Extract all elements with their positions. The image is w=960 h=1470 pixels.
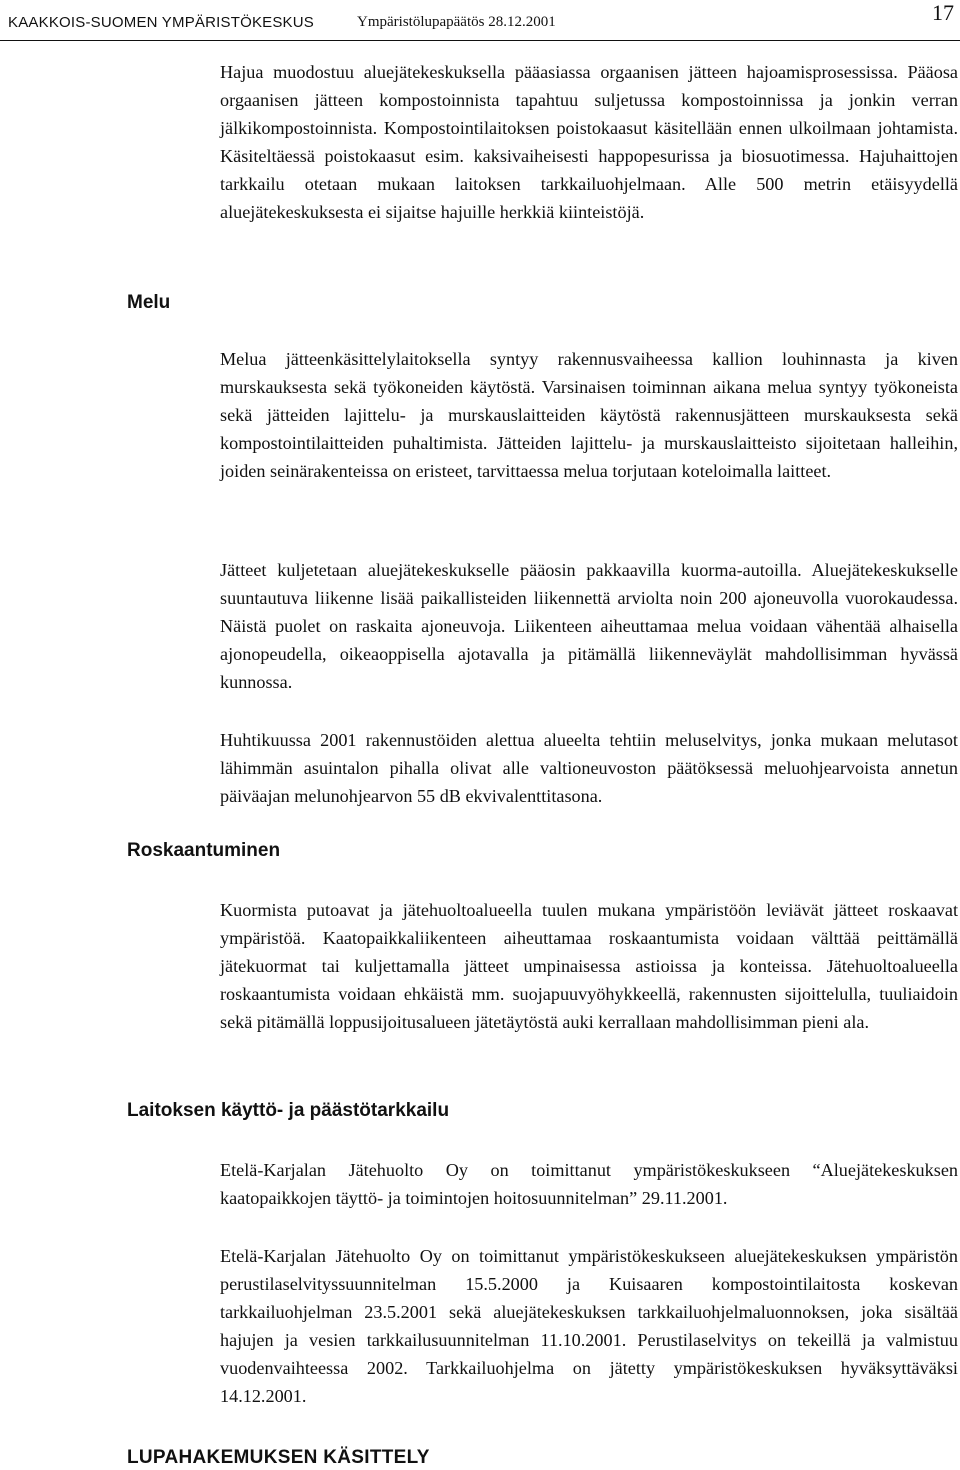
paragraph-noise-2: Jätteet kuljetetaan aluejätekeskukselle pääosin pakkaavilla kuorma-autoilla. Aluejätekeskukselle suuntautuva liikenne lisää paikallisteiden liikennettä arviolta noin 200 ajoneuvolla vuorokaudessa. Näistä puolet on raskaita ajoneuvoja. Liikenteen aiheuttamaa melua voidaan vähentää alhaisella ajonopeudella, oikeaoppisella ajotavalla ja pitämällä liikenneväylät mahdollisimman hyvässä kunnossa. xyxy=(220,560,958,692)
paragraph-litter: Kuormista putoavat ja jätehuoltoalueella tuulen mukana ympäristöön leviävät jätteet roskaavat ympäristöä. Kaatopaikkaliikenteen aiheuttamaa roskaantumista voidaan välttää peittämällä jätekuormat tai kuljettamalla jätteet umpinaisessa astioissa ja konteissa. Jätehuoltoalueella roskaantumista voidaan ehkäistä mm. suojapuuvyöhykkeellä, rakennusten sijoittelulla, tuuliaidoin sekä pitämällä loppusijoitusalueen jätetäytöstä auki kerrallaan mahdollisimman pieni ala. xyxy=(220,900,958,1032)
page-header xyxy=(0,0,960,44)
section-heading-permit-processing: LUPAHAKEMUKSEN KÄSITTELY xyxy=(127,1447,430,1468)
heading-litter: Roskaantuminen xyxy=(127,840,281,861)
header-organization: KAAKKOIS-SUOMEN YMPÄRISTÖKESKUS xyxy=(8,14,314,31)
header-document-title: Ympäristölupapäätös 28.12.2001 xyxy=(357,14,556,30)
paragraph-odor: Hajua muodostuu aluejätekeskuksella pääasiassa orgaanisen jätteen hajoamisprosessissa. Pääosa orgaanisen jätteen kompostoinnista tapahtuu suljetussa kompostoinnissa ja jonkin verran jälkikompostoinnista. Kompostointilaitoksen poistokaasut käsitellään ennen ulkoilmaan johtamista. Käsiteltäessä poistokaasut esim. kaksivaiheisesti happopesurissa ja biosuotimessa. Hajuhaittojen tarkkailu otetaan mukaan laitoksen tarkkailuohjelmaan. Alle 500 metrin etäisyydellä aluejätekeskuksesta ei sijaitse hajuille herkkiä kiinteistöjä. xyxy=(220,62,958,222)
page-number: 17 xyxy=(932,0,954,25)
paragraph-noise-1: Melua jätteenkäsittelylaitoksella syntyy rakennusvaiheessa kallion louhinnasta ja kiven murskauksesta sekä työkoneiden käytöstä. Varsinaisen toiminnan aikana melua syntyy työkoneista sekä jätteiden lajittelu- ja murskauslaitteiden käytöstä rakennusjätteen murskauksesta sekä kompostointilaitteiden puhaltimista. Jätteiden lajittelu- ja murskauslaitteisto sijoitetaan halleihin, joiden seinärakenteissa on eristeet, tarvittaessa melua torjutaan koteloimalla laitteet. xyxy=(220,349,958,481)
paragraph-noise-3: Huhtikuussa 2001 rakennustöiden alettua alueelta tehtiin meluselvitys, jonka mukaan melutasot lähimmän asuintalon pihalla olivat alle valtioneuvoston päätöksessä meluohjearvoista annetun päiväajan melunohjearvon 55 dB ekvivalenttitasona. xyxy=(220,730,958,806)
paragraph-monitoring-2: Etelä-Karjalan Jätehuolto Oy on toimittanut ympäristökeskukseen aluejätekeskuksen ympäristön perustilaselvityssuunnitelman 15.5.2000 ja Kuisaaren kompostointilaitosta koskevan tarkkailuohjelman 23.5.2001 sekä aluejätekeskuksen tarkkailuohjelmaluonnoksen, joka sisältää hajujen ja vesien tarkkailusuunnitelman 11.10.2001. Perustilaselvitys on tekeillä ja valmistuu vuodenvaihteessa 2002. Tarkkailuohjelma on jätetty ympäristökeskuksen hyväksyttäväksi 14.12.2001. xyxy=(220,1246,958,1406)
heading-monitoring: Laitoksen käyttö- ja päästötarkkailu xyxy=(127,1100,450,1121)
paragraph-monitoring-1: Etelä-Karjalan Jätehuolto Oy on toimittanut ympäristökeskukseen “Aluejätekeskuksen kaatopaikkojen täyttö- ja toimintojen hoitosuunnitelman” 29.11.2001. xyxy=(220,1160,958,1208)
heading-noise: Melu xyxy=(127,292,171,313)
header-divider xyxy=(0,40,960,41)
